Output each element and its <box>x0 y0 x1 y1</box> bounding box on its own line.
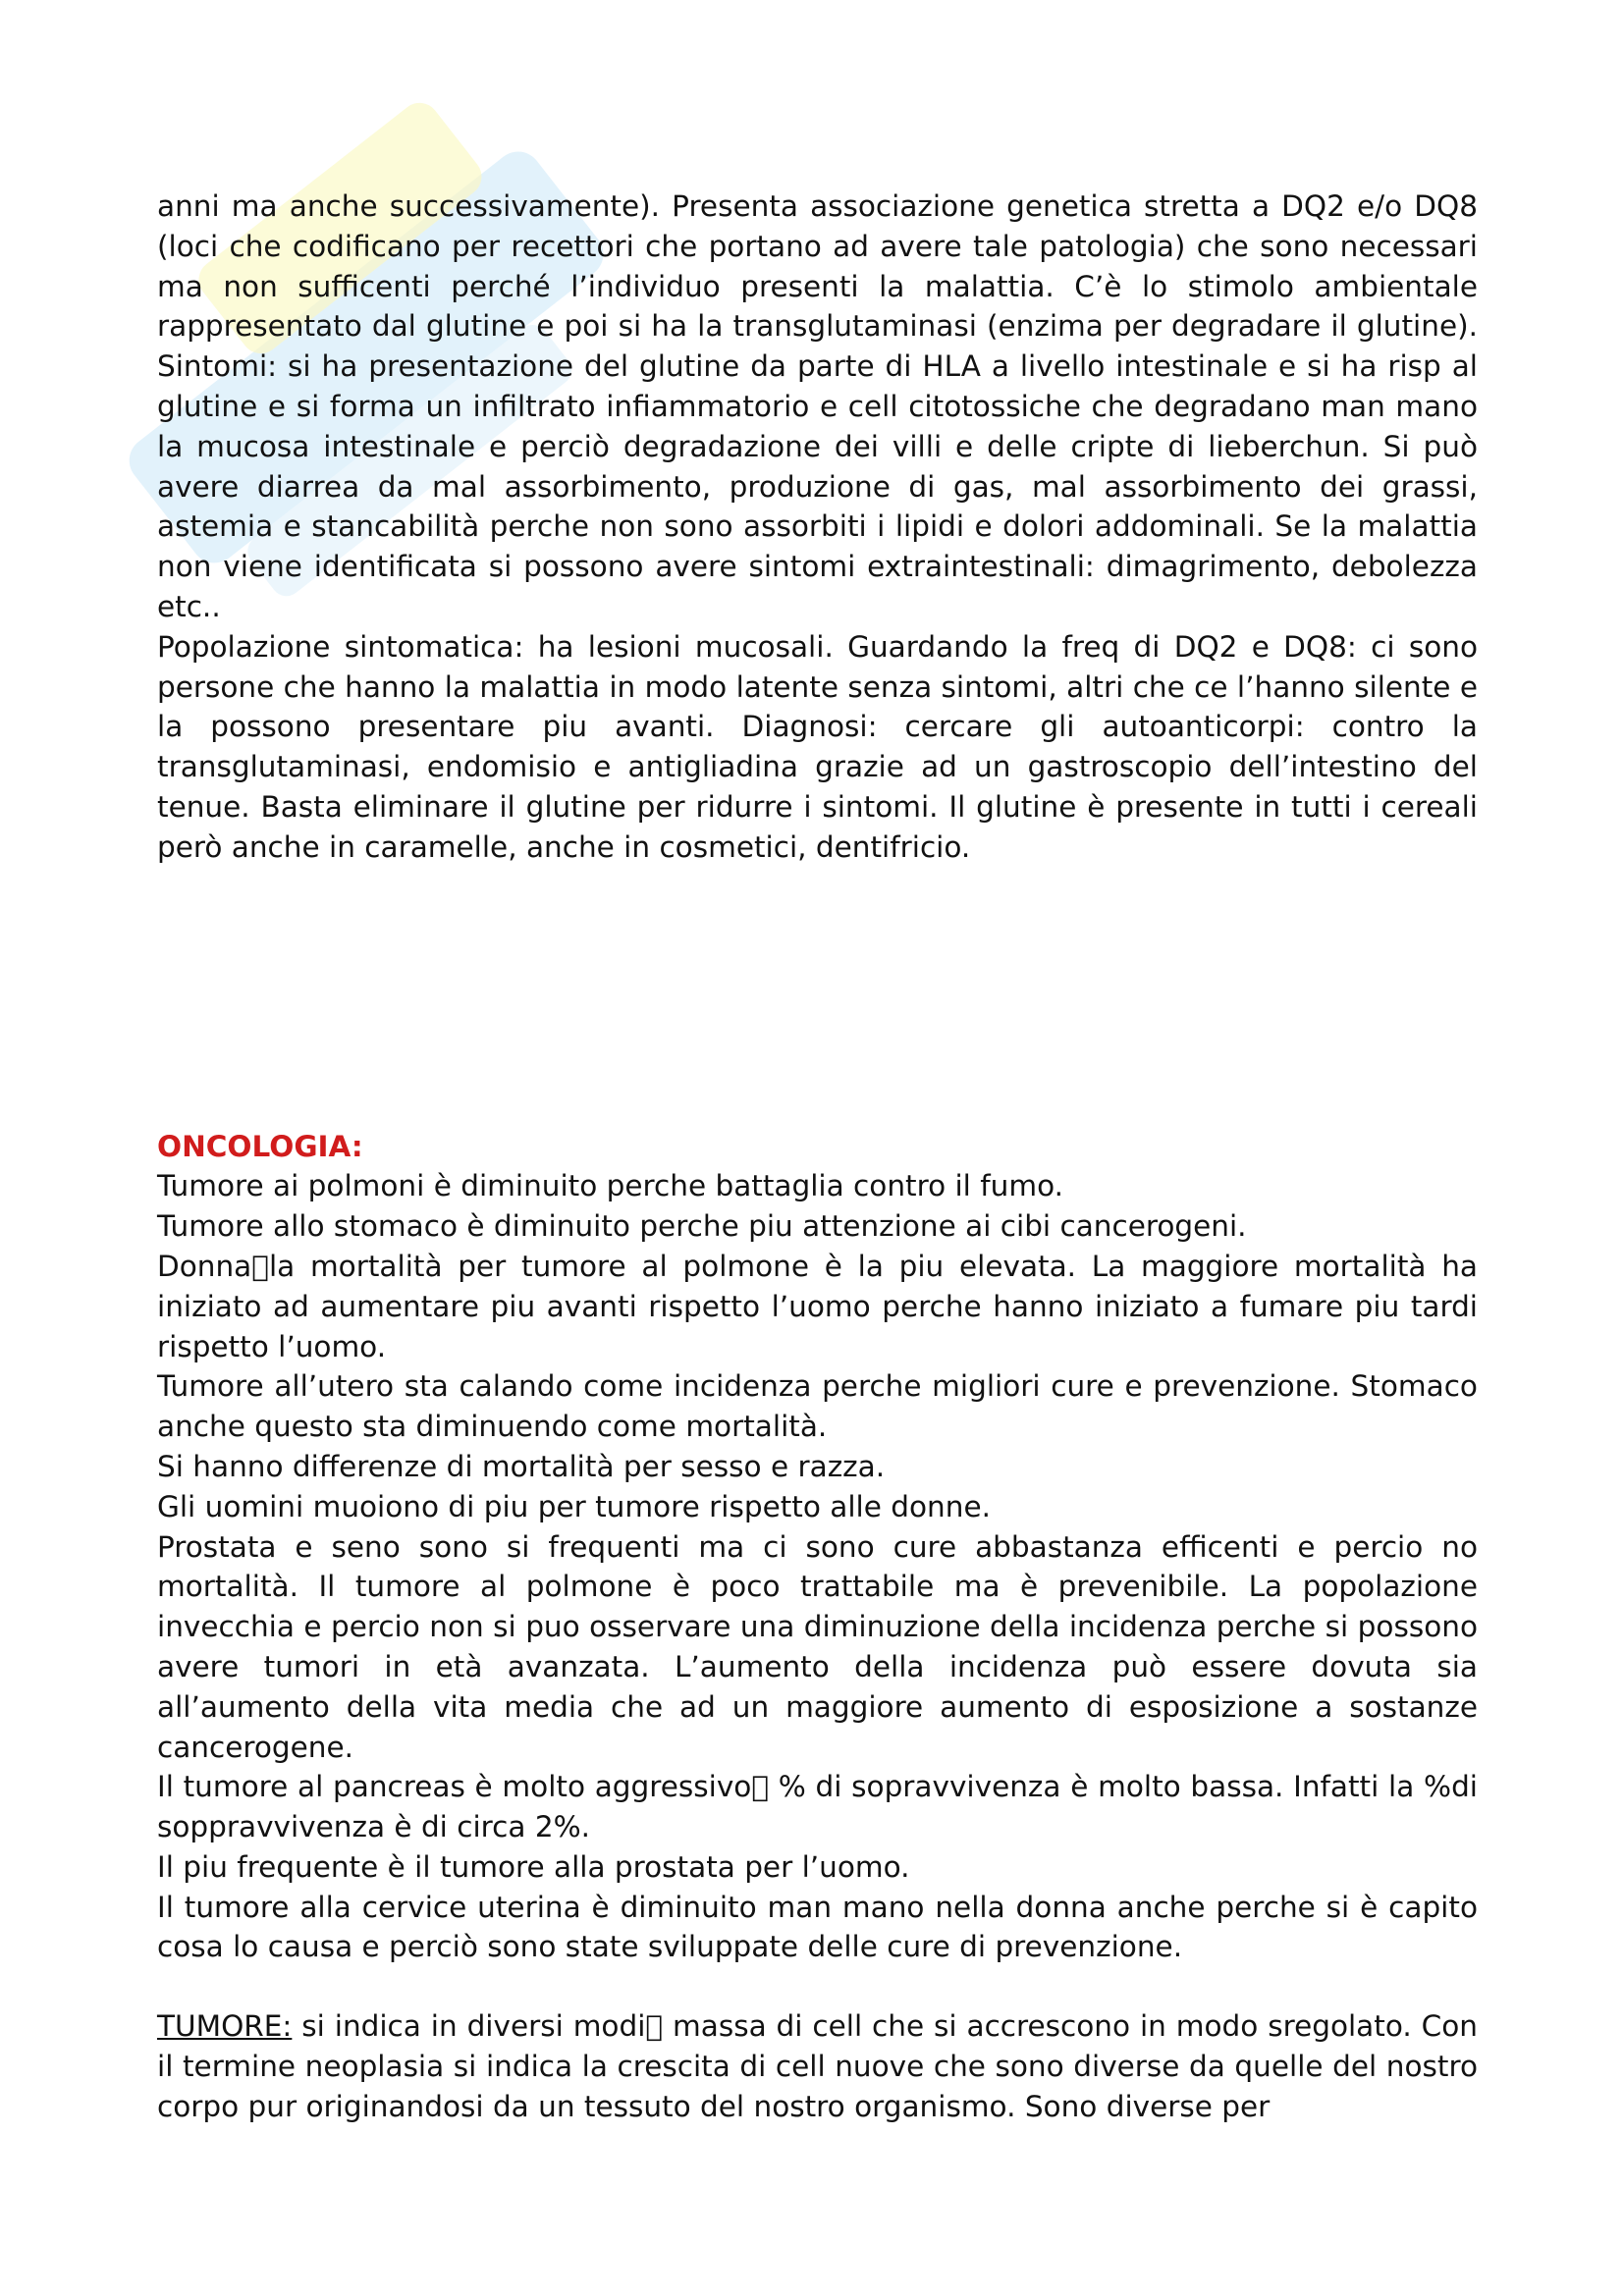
intro-paragraph-1: anni ma anche successivamente). Presenta associazione genetica stretta a DQ2 e/o DQ8 (loci che codificano per recettori che portano ad avere tale patologia) che sono necessari ma non sufficenti perché l’individuo presenti la malattia. C’è lo stimolo ambientale rappresentato dal glutine e poi si ha la transglutaminasi (enzima per degradare il glutine). Sintomi: si ha presentazione del glutine da parte di HLA a livello intestinale e si ha risp al glutine e si forma un infiltrato infiammatorio e cell citotossiche che degradano man mano la mucosa intestinale e perciò degradazione dei villi e delle cripte di lieberchun. Si può avere diarrea da mal assorbimento, produzione di gas, mal assorbimento dei grassi, astemia e stancabilità perche non sono assorbiti i lipidi e dolori addominali. Se la malattia non viene identificata si possono avere sintomi extraintestinali: dimagrimento, debolezza etc.. <box>157 189 1478 623</box>
oncologia-line: Si hanno differenze di mortalità per sesso e razza. <box>157 1449 886 1483</box>
oncologia-line: Il tumore al pancreas è molto aggressivo % di sopravvivenza è molto bassa. Infatti la %di soppravvivenza è di circa 2%. <box>157 1770 1478 1844</box>
oncologia-line: Prostata e seno sono si frequenti ma ci sono cure abbastanza efficenti e percio no mortalità. Il tumore al polmone è poco trattabile ma è prevenibile. La popolazione invecchia e percio non si puo osservare una diminuzione della incidenza perche si possono avere tumori in età avanzata. L’aumento della incidenza può essere dovuta sia all’aumento della vita media che ad un maggiore aumento di esposizione a sostanze cancerogene. <box>157 1529 1478 1764</box>
oncologia-line: Tumore ai polmoni è diminuito perche battaglia contro il fumo. <box>157 1169 1063 1203</box>
spacer <box>157 1967 1478 2006</box>
oncologia-line: Il piu frequente è il tumore alla prostata per l’uomo. <box>157 1849 910 1884</box>
oncologia-line: Gli uomini muoiono di piu per tumore rispetto alle donne. <box>157 1489 991 1523</box>
document-body <box>157 187 1478 2127</box>
section-heading-oncologia: ONCOLOGIA: <box>157 1129 363 1163</box>
spacer <box>157 868 1478 1127</box>
intro-paragraph-2: Popolazione sintomatica: ha lesioni mucosali. Guardando la freq di DQ2 e DQ8: ci sono persone che hanno la malattia in modo latente senza sintomi, altri che ce l’hanno silente e la possono presentare piu avanti. Diagnosi: cercare gli autoanticorpi: contro la transglutaminasi, endomisio e antigliadina grazie ad un gastroscopio dell’intestino del tenue. Basta eliminare il glutine per ridurre i sintomi. Il glutine è presente in tutti i cereali però anche in caramelle, anche in cosmetici, dentifricio. <box>157 629 1478 864</box>
oncologia-line: Donna la mortalità per tumore al polmone è la piu elevata. La maggiore mortalità ha iniziato ad aumentare piu avanti rispetto l’uomo perche hanno iniziato a fumare piu tardi rispetto l’uomo. <box>157 1249 1478 1363</box>
tumore-term: TUMORE: <box>157 2009 293 2044</box>
oncologia-line: Tumore allo stomaco è diminuito perche piu attenzione ai cibi cancerogeni. <box>157 1209 1247 1244</box>
oncologia-line: Tumore all’utero sta calando come incidenza perche migliori cure e prevenzione. Stomaco anche questo sta diminuendo come mortalità. <box>157 1369 1478 1444</box>
oncologia-line: Il tumore alla cervice uterina è diminuito man mano nella donna anche perche si è capito cosa lo causa e perciò sono state sviluppate delle cure di prevenzione. <box>157 1890 1478 1964</box>
tumore-definition: si indica in diversi modi massa di cell che si accrescono in modo sregolato. Con il termine neoplasia si indica la crescita di cell nuove che sono diverse da quelle del nostro corpo pur originandosi da un tessuto del nostro organismo. Sono diverse per <box>157 2009 1478 2123</box>
tumore-paragraph <box>157 2006 1478 2126</box>
